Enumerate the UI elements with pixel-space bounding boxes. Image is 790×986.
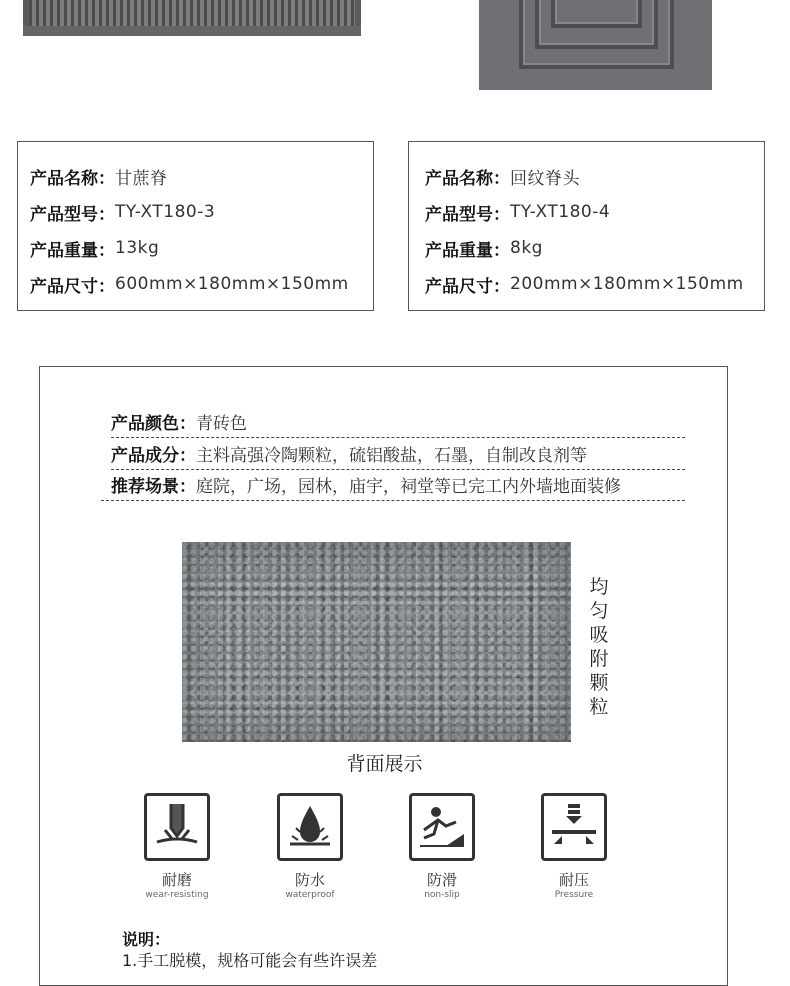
product-model: TY-XT180-3 [115,202,216,222]
back-display-caption: 背面展示 [346,753,423,775]
spec-card-1 [17,141,374,311]
notes-title: 说明： [122,930,171,949]
color-row: 产品颜色： 青砖色 [111,405,685,438]
spec-name-row: 产品名称： 甘蔗脊 [30,158,373,194]
composition-row: 产品成分： 主料高强冷陶颗粒，硫铝酸盐，石墨，自制改良剂等 [111,437,685,470]
waterproof-icon [277,793,343,861]
detail-panel [39,366,728,986]
product-photo-huiwenjitou [479,0,712,90]
product-size: 200mm×180mm×150mm [510,274,744,294]
spec-weight-row: 产品重量： 13kg [30,238,160,261]
notes-line-1: 1.手工脱模，规格可能会有些许误差 [122,951,378,970]
back-texture-image [182,542,571,742]
product-name: 回纹脊头 [510,168,580,189]
feature-waterproof: 防水 waterproof [265,793,355,901]
spec-name-row: 产品名称： 回纹脊头 [425,158,764,194]
spec-card-2 [408,141,765,311]
product-name: 甘蔗脊 [115,168,168,189]
spec-weight-row: 产品重量： 8kg [425,238,543,261]
spec-model-row: 产品型号： TY-XT180-3 [30,202,216,225]
product-composition: 主料高强冷陶颗粒，硫铝酸盐，石墨，自制改良剂等 [196,445,587,466]
ribbed-texture [29,0,355,26]
feature-wear-resisting: 耐磨 wear-resisting [132,793,222,901]
product-weight: 8kg [510,238,543,258]
particle-adsorption-text: 均匀吸附颗粒 [589,576,609,718]
product-photo-ganzheji [23,0,361,36]
feature-pressure: 耐压 Pressure [529,793,619,901]
non-slip-icon [409,793,475,861]
product-size: 600mm×180mm×150mm [115,274,349,294]
feature-non-slip: 防滑 non-slip [397,793,487,901]
scene-row: 推荐场景： 庭院，广场，园林，庙宇，祠堂等已完工内外墙地面装修 [101,469,685,501]
spec-size-row: 产品尺寸： 600mm×180mm×150mm [30,274,349,297]
recommended-scene: 庭院，广场，园林，庙宇，祠堂等已完工内外墙地面装修 [196,477,621,497]
spec-model-row: 产品型号： TY-XT180-4 [425,202,611,225]
spec-size-row: 产品尺寸： 200mm×180mm×150mm [425,274,744,297]
photo-base [23,26,361,36]
product-model: TY-XT180-4 [510,202,611,222]
product-weight: 13kg [115,238,160,258]
pressure-icon [541,793,607,861]
product-color: 青砖色 [196,413,247,434]
wear-resistant-icon [144,793,210,861]
